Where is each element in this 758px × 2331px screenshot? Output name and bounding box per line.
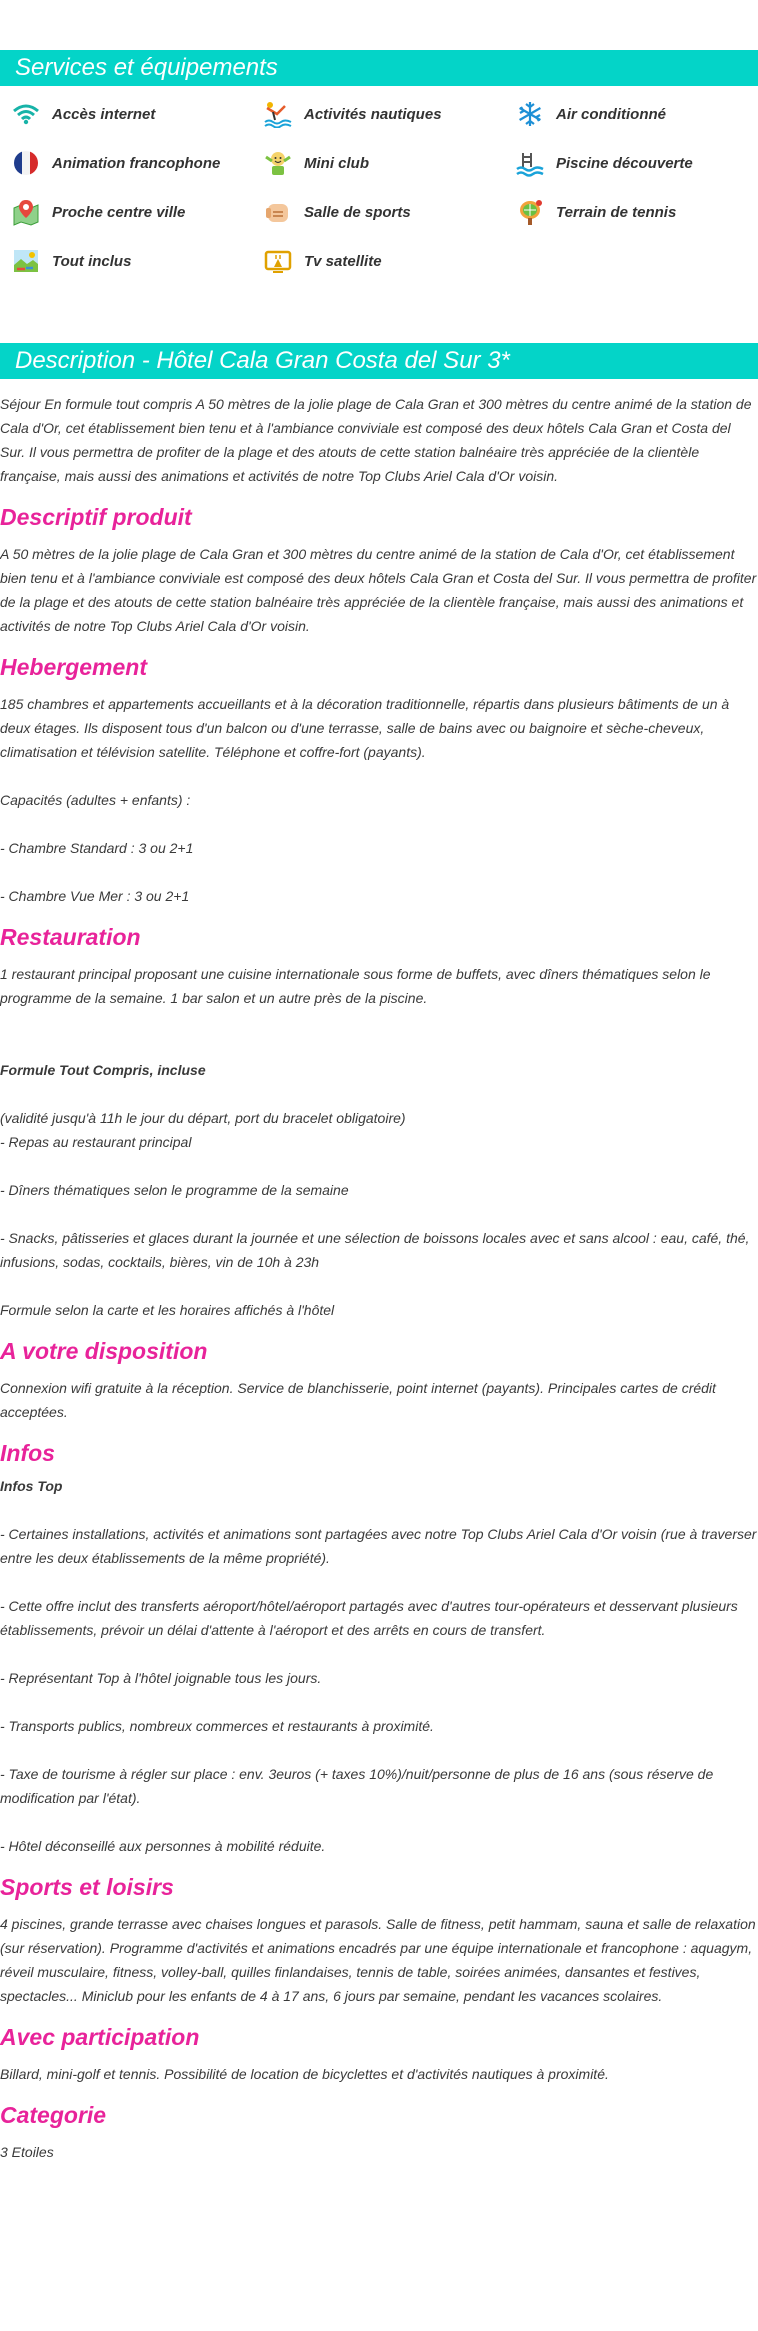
gym-icon [262, 198, 294, 226]
infos-subtitle: Infos Top [0, 1478, 63, 1494]
restauration-item: - Repas au restaurant principal [0, 1134, 192, 1150]
water-activities-icon [262, 100, 294, 128]
sports-text: 4 piscines, grande terrasse avec chaises longues et parasols. Salle de fitness, petit hammam, sauna et salle de relaxation (sur réservation). Programme d'activités et animations encadrés par une équipe internationale et francophone : aquagym, réveil musculaire, fitness, volley-ball, quilles finlandaises, tennis de table, soirées animées, dansantes et festives, spectacles... Miniclub pour les enfants de 4 à 17 ans, 6 jours par semaine, pendant les vacances scolaires. [0, 1916, 756, 2004]
description-title: Description - Hôtel Cala Gran Costa del Sur 3* [15, 347, 510, 374]
restauration-item: - Dîners thématiques selon le programme de la semaine [0, 1182, 349, 1198]
infos-item: - Transports publics, nombreux commerces et restaurants à proximité. [0, 1718, 434, 1734]
service-internet: Accès internet [10, 100, 262, 128]
participation-text: Billard, mini-golf et tennis. Possibilité de location de bicyclettes et d'activités nautiques à proximité. [0, 2066, 609, 2082]
disposition-text: Connexion wifi gratuite à la réception. Service de blanchisserie, point internet (payants). Principales cartes de crédit acceptées. [0, 1380, 716, 1420]
hebergement-text: 185 chambres et appartements accueillants et à la décoration traditionnelle, répartis dans plusieurs bâtiments de un à deux étages. Ils disposent tous d'un balcon ou d'une terrasse, salle de bains avec ou baignoire et sèche-cheveux, climatisation et télévision satellite. Téléphone et coffre-fort (payants). [0, 696, 730, 760]
participation-heading: Avec participation [0, 2024, 200, 2050]
infos-item: - Hôtel déconseillé aux personnes à mobilité réduite. [0, 1838, 326, 1854]
service-nautical: Activités nautiques [262, 100, 514, 128]
infos-item: - Représentant Top à l'hôtel joignable tous les jours. [0, 1670, 322, 1686]
sports-heading: Sports et loisirs [0, 1874, 174, 1900]
infos-item: - Certaines installations, activités et animations sont partagées avec notre Top Clubs Ariel Cala d'Or voisin (rue à traverser entre les deux établissements de la même propriété). [0, 1526, 757, 1566]
service-miniclub: Mini club [262, 149, 514, 177]
description-content [0, 392, 758, 2164]
all-inclusive-icon [10, 247, 42, 275]
service-aircon: Air conditionné [514, 100, 750, 128]
service-tv: Tv satellite [262, 247, 514, 275]
wifi-icon [10, 100, 42, 128]
service-tennis: Terrain de tennis [514, 198, 750, 226]
map-pin-icon [10, 198, 42, 226]
restauration-validity: (validité jusqu'à 11h le jour du départ, port du bracelet obligatoire) [0, 1110, 406, 1126]
hebergement-room-vue-mer: - Chambre Vue Mer : 3 ou 2+1 [0, 888, 190, 904]
hebergement-room-standard: - Chambre Standard : 3 ou 2+1 [0, 840, 194, 856]
restauration-text: 1 restaurant principal proposant une cuisine internationale sous forme de buffets, avec dîners thématiques selon le programme de la semaine. 1 bar salon et un autre près de la piscine. [0, 966, 711, 1006]
services-title: Services et équipements [15, 54, 278, 81]
restauration-note: Formule selon la carte et les horaires affichés à l'hôtel [0, 1302, 335, 1318]
hebergement-heading: Hebergement [0, 654, 147, 680]
tennis-icon [514, 198, 546, 226]
service-gym: Salle de sports [262, 198, 514, 226]
restauration-formula-title: Formule Tout Compris, incluse [0, 1062, 206, 1078]
services-grid [10, 100, 750, 275]
french-flag-icon [10, 149, 42, 177]
service-pool: Piscine découverte [514, 149, 750, 177]
tv-icon [262, 247, 294, 275]
descriptif-heading: Descriptif produit [0, 504, 192, 530]
description-intro: Séjour En formule tout compris A 50 mètres de la jolie plage de Cala Gran et 300 mètres du centre animé de la station de Cala d'Or, cet établissement bien tenu et à l'ambiance conviviale est composé des deux hôtels Cala Gran et Costa del Sur. Il vous permettra de profiter de la plage et des atouts de cette station balnéaire très appréciée de la clientèle française, mais aussi des animations et activités de notre Top Clubs Ariel Cala d'Or voisin. [0, 396, 752, 484]
service-francophone: Animation francophone [10, 149, 262, 177]
restauration-item: - Snacks, pâtisseries et glaces durant la journée et une sélection de boissons locales avec et sans alcool : eau, café, thé, infusions, sodas, cocktails, bières, vin de 10h à 23h [0, 1230, 750, 1270]
swimming-pool-icon [514, 149, 546, 177]
categorie-text: 3 Etoiles [0, 2144, 54, 2160]
infos-item: - Cette offre inclut des transferts aéroport/hôtel/aéroport partagés avec d'autres tour-opérateurs et desservant plusieurs établissements, prévoir un délai d'attente à l'aéroport et des arrêts en cours de transfert. [0, 1598, 738, 1638]
disposition-heading: A votre disposition [0, 1338, 208, 1364]
snowflake-icon [514, 100, 546, 128]
descriptif-text: A 50 mètres de la jolie plage de Cala Gran et 300 mètres du centre animé de la station de Cala d'Or, cet établissement bien tenu et à l'ambiance conviviale est composé des deux hôtels Cala Gran et Costa del Sur. Il vous permettra de profiter de la plage et des atouts de cette station balnéaire très appréciée de la clientèle française, mais aussi des animations et activités de notre Top Clubs Ariel Cala d'Or voisin. [0, 546, 757, 634]
restauration-heading: Restauration [0, 924, 141, 950]
service-centre: Proche centre ville [10, 198, 262, 226]
kids-club-icon [262, 149, 294, 177]
infos-item: - Taxe de tourisme à régler sur place : env. 3euros (+ taxes 10%)/nuit/personne de plus de 16 ans (sous réserve de modification par l'état). [0, 1766, 714, 1806]
infos-heading: Infos [0, 1440, 55, 1466]
services-section-header [0, 50, 758, 86]
description-section-header [0, 343, 758, 379]
hebergement-capacites: Capacités (adultes + enfants) : [0, 792, 191, 808]
categorie-heading: Categorie [0, 2102, 107, 2128]
service-all-inclusive: Tout inclus [10, 247, 262, 275]
